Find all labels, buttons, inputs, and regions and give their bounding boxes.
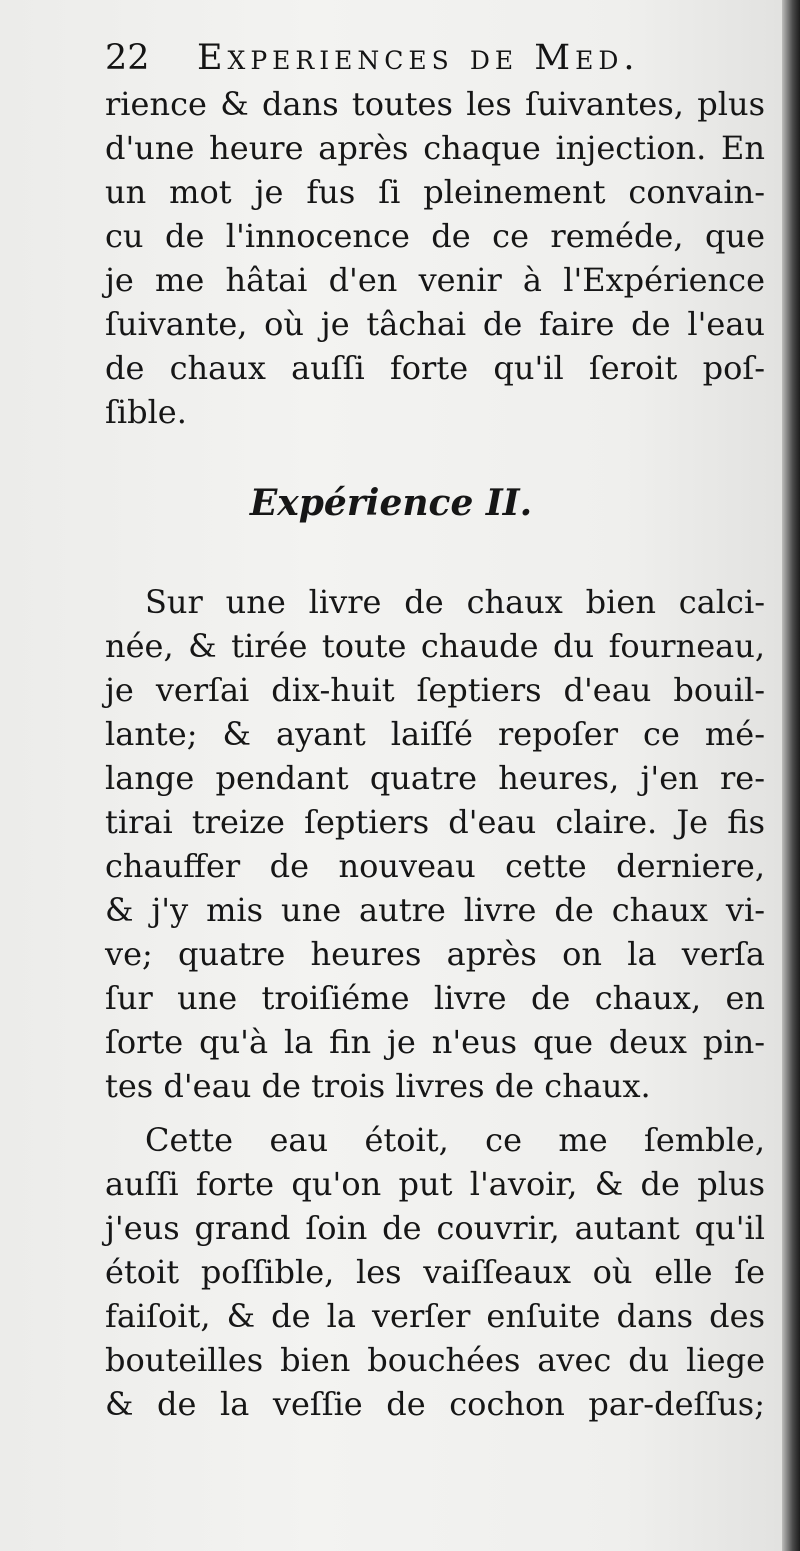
text-line: Cette eau étoit, ce me ſemble, bbox=[145, 1121, 765, 1159]
text-line: étoit poſſible, les vaiſſeaux où elle ſe bbox=[105, 1253, 765, 1291]
text-line: ſible. bbox=[105, 393, 187, 431]
text-line: Sur une livre de chaux bien calci- bbox=[145, 583, 765, 621]
text-line: rience & dans toutes les ſuivantes, plus bbox=[105, 85, 765, 123]
text-line: j'eus grand ſoin de couvrir, autant qu'il bbox=[105, 1209, 765, 1247]
paragraph-2 bbox=[105, 580, 765, 1108]
text-line: née, & tirée toute chaude du fourneau, bbox=[105, 627, 765, 665]
text-line: auſſi forte qu'on put l'avoir, & de plus bbox=[105, 1165, 765, 1203]
page-header bbox=[105, 38, 705, 88]
text-line: ve; quatre heures après on la verſa bbox=[105, 935, 765, 973]
text-line: chauffer de nouveau cette derniere, bbox=[105, 847, 765, 885]
text-line: ſur une troiſiéme livre de chaux, en bbox=[105, 979, 765, 1017]
text-line: d'une heure après chaque injection. En bbox=[105, 129, 765, 167]
text-line: tes d'eau de trois livres de chaux. bbox=[105, 1067, 651, 1105]
text-line: & j'y mis une autre livre de chaux vi- bbox=[105, 891, 765, 929]
running-title: Experiences de Med. bbox=[197, 38, 640, 78]
text-line: ſorte qu'à la fin je n'eus que deux pin- bbox=[105, 1023, 765, 1061]
paragraph-1 bbox=[105, 82, 765, 434]
text-line: de chaux auſſi forte qu'il ſeroit poſ- bbox=[105, 349, 765, 387]
page-number: 22 bbox=[105, 38, 150, 78]
text-line: cu de l'innocence de ce reméde, que bbox=[105, 217, 765, 255]
text-line: faiſoit, & de la verſer enſuite dans des bbox=[105, 1297, 765, 1335]
text-line: un mot je fus ſi pleinement convain- bbox=[105, 173, 765, 211]
text-line: tirai treize ſeptiers d'eau claire. Je fis bbox=[105, 803, 765, 841]
text-line: & de la veſſie de cochon par-deſſus; bbox=[105, 1385, 765, 1423]
text-line: je me hâtai d'en venir à l'Expérience bbox=[105, 261, 765, 299]
text-line: bouteilles bien bouchées avec du liege bbox=[105, 1341, 765, 1379]
page-edge bbox=[782, 0, 800, 1551]
text-line: je verſai dix-huit ſeptiers d'eau bouil- bbox=[105, 671, 765, 709]
text-line: lange pendant quatre heures, j'en re- bbox=[105, 759, 765, 797]
text-line: lante; & ayant laiſſé repoſer ce mé- bbox=[105, 715, 765, 753]
section-heading: Expérience II. bbox=[249, 482, 533, 524]
text-line: ſuivante, où je tâchai de faire de l'eau bbox=[105, 305, 765, 343]
paragraph-3 bbox=[105, 1118, 765, 1426]
